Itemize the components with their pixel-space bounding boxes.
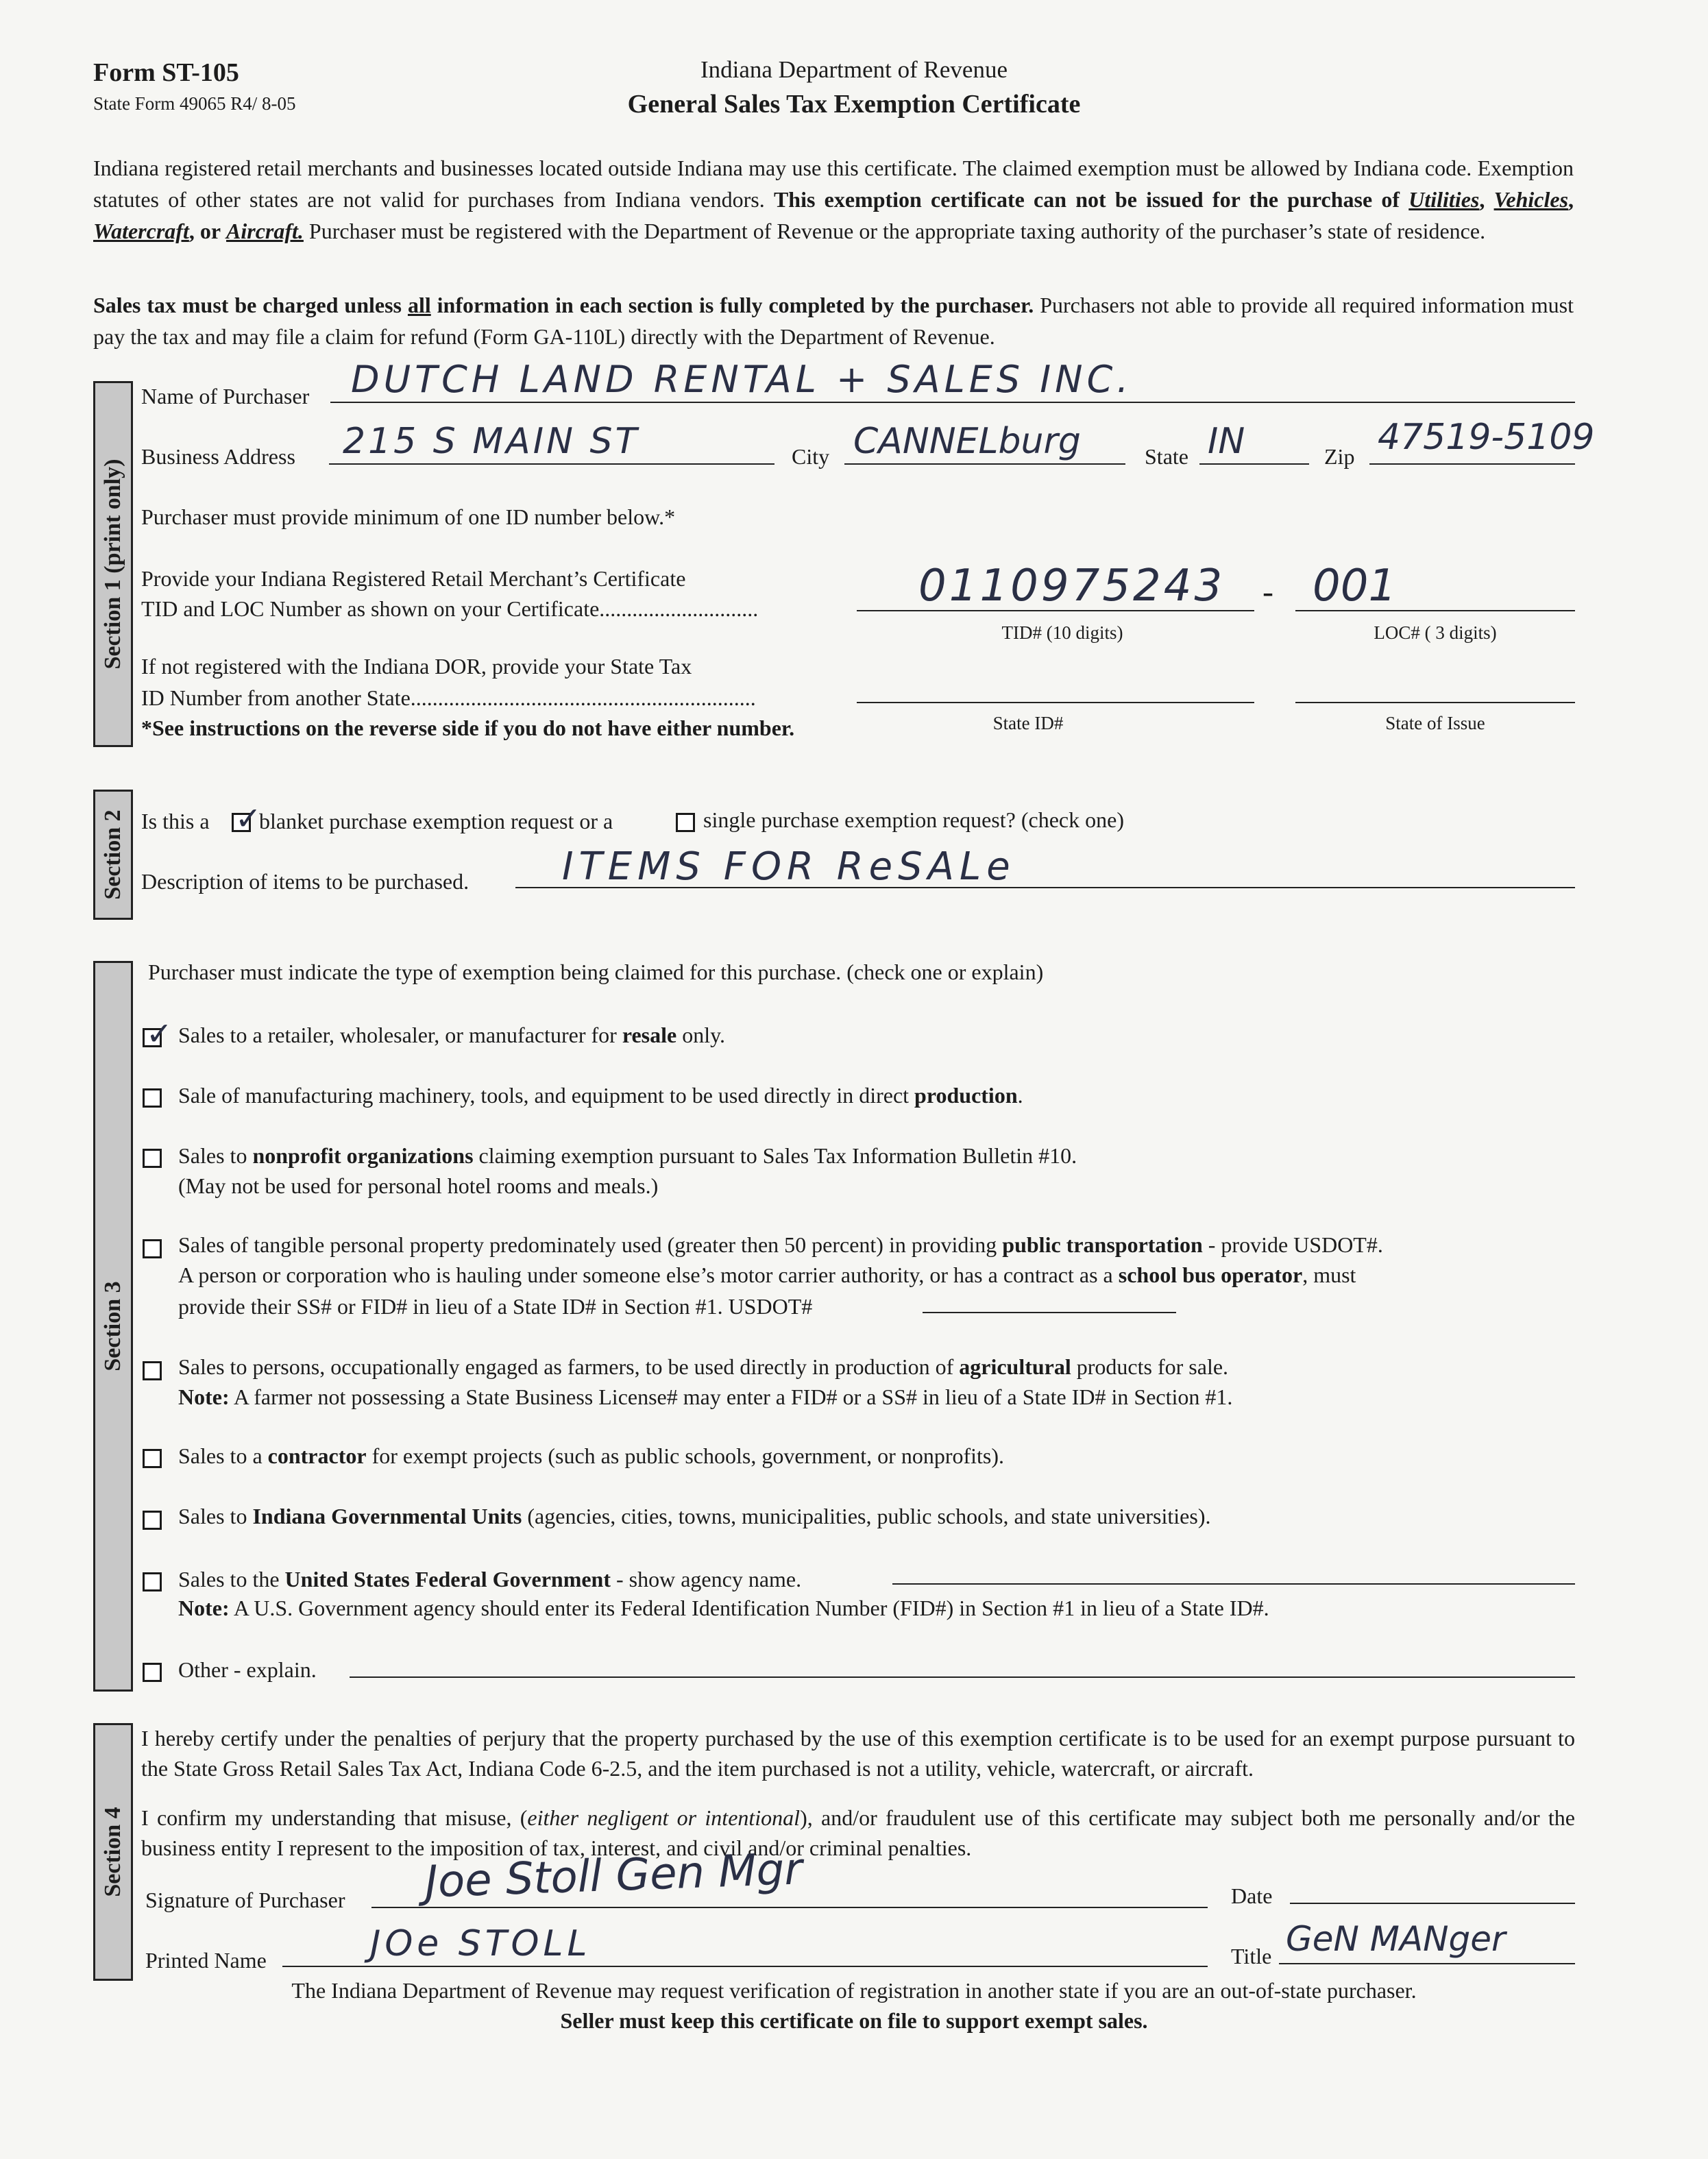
purchaser-name-value[interactable]: DUTCH LAND RENTAL + SALES INC. (351, 358, 1133, 401)
minimum-id-note: Purchaser must provide minimum of one ID number below.* (141, 504, 676, 529)
blanket-checkbox[interactable] (232, 813, 251, 832)
governmental-label: Sales to Indiana Governmental Units (agencies, cities, towns, municipalities, public schools, and state universities). (178, 1504, 1211, 1528)
single-checkbox[interactable] (676, 813, 695, 832)
purchaser-signature[interactable]: Joe Stoll Gen Mgr (424, 1844, 803, 1908)
contractor-checkbox[interactable] (143, 1449, 162, 1468)
state-value[interactable]: IN (1208, 421, 1245, 462)
purchaser-name-label: Name of Purchaser (141, 384, 310, 408)
date-label: Date (1231, 1883, 1273, 1908)
department-name: Indiana Department of Revenue (700, 56, 1008, 83)
description-value[interactable]: ITEMS FOR ReSALe (562, 844, 1016, 889)
exemption-type-intro: Purchaser must indicate the type of exemption being claimed for this purchase. (check one or explain) (148, 960, 1044, 984)
contractor-label: Sales to a contractor for exempt projects (such as public schools, government, or nonprofits). (178, 1443, 1005, 1468)
federal-label: Sales to the United States Federal Government - show agency name. (178, 1567, 802, 1591)
certificate-title: General Sales Tax Exemption Certificate (627, 90, 1081, 119)
state-id-caption: State ID# (992, 713, 1064, 733)
blanket-label: blanket purchase exemption request or a (259, 809, 613, 833)
tid-loc-dash: - (1262, 574, 1273, 610)
form-number: Form ST-105 (93, 58, 239, 87)
business-address-label: Business Address (141, 444, 295, 469)
federal-note: Note: A U.S. Government agency should enter its Federal Identification Number (FID#) in Section #1 in lieu of a State ID#. (178, 1596, 1269, 1620)
transportation-label: Sales of tangible personal property predominately used (greater then 50 percent) in providing public transportation - provide USDOT#. (178, 1232, 1383, 1257)
federal-checkbox[interactable] (143, 1572, 162, 1591)
section-2-label: Section 2 (93, 790, 133, 920)
title-value[interactable]: GeN MANger (1286, 1919, 1506, 1959)
verification-note: The Indiana Department of Revenue may request verification of registration in another state if you are an out-of-state purchaser. (291, 1978, 1417, 2003)
tid-instruction-2: TID and LOC Number as shown on your Certificate............................. (141, 596, 759, 621)
zip-label: Zip (1324, 444, 1355, 469)
state-label: State (1145, 444, 1188, 469)
city-value[interactable]: CANNELburg (853, 421, 1081, 462)
agricultural-note: Note: A farmer not possessing a State Business License# may enter a FID# or a SS# in lieu of a State ID# in Section #1. (178, 1385, 1233, 1409)
nonprofit-note: (May not be used for personal hotel rooms and meals.) (178, 1173, 659, 1198)
other-explain-field[interactable] (350, 1676, 1575, 1678)
single-label: single purchase exemption request? (check one) (703, 807, 1124, 832)
production-label: Sale of manufacturing machinery, tools, and equipment to be used directly in direct production. (178, 1083, 1023, 1108)
tid-value[interactable]: 0110975243 (918, 561, 1225, 611)
transportation-checkbox[interactable] (143, 1239, 162, 1258)
other-checkbox[interactable] (143, 1663, 162, 1682)
section-4-label: Section 4 (93, 1723, 133, 1981)
state-of-issue-caption: State of Issue (1385, 713, 1485, 733)
city-label: City (792, 444, 830, 469)
production-checkbox[interactable] (143, 1088, 162, 1108)
governmental-checkbox[interactable] (143, 1511, 162, 1530)
section-3-label: Section 3 (93, 961, 133, 1692)
resale-checkbox[interactable] (143, 1028, 162, 1047)
tid-instruction-1: Provide your Indiana Registered Retail Merchant’s Certificate (141, 566, 686, 591)
intro-paragraph-2: Sales tax must be charged unless all information in each section is fully completed by the purchaser. Purchasers not able to provide all required information must pay the tax and may file a claim for refund (Form GA-110L) directly with the Department of Revenue. (93, 293, 1574, 349)
signature-label: Signature of Purchaser (145, 1888, 345, 1912)
zip-value[interactable]: 47519-5109 (1378, 417, 1595, 458)
certification-statement: I hereby certify under the penalties of perjury that the property purchased by the use of this exemption certificate is to be used for an exempt purpose pursuant to the State Gross Retail Sales Tax Act, Indiana Code 6-2.5, and the item purchased is not a utility, vehicle, watercraft, or aircraft. (141, 1726, 1575, 1781)
loc-value[interactable]: 001 (1313, 561, 1397, 611)
misuse-statement: I confirm my understanding that misuse, (either negligent or intentional), and/or fraudulent use of this certificate may subject both me personally and/or the business entity I represent to the imposition of tax, interest, and civil and/or criminal penalties. (141, 1805, 1576, 1860)
usdot-field[interactable] (923, 1312, 1176, 1313)
other-label: Other - explain. (178, 1657, 317, 1682)
title-label: Title (1231, 1944, 1272, 1968)
intro-paragraph-1: Indiana registered retail merchants and businesses located outside Indiana may use this certificate. The claimed exemption must be allowed by Indiana code. Exemption statutes of other states are not valid for purchases from Indiana vendors. This exemption certificate can not be issued for the purchase of Utilities, Vehicles, Watercraft, or Aircraft. Purchaser must be registered with the Department of Revenue or the appropriate taxing authority of the purchaser’s state of residence. (93, 156, 1574, 243)
see-instructions-note: *See instructions on the reverse side if you do not have either number. (141, 716, 795, 740)
transportation-note: A person or corporation who is hauling under someone else’s motor carrier authority, or has a contract as a school bus operator, must (178, 1263, 1356, 1287)
printed-name-label: Printed Name (145, 1948, 267, 1973)
printed-name-value[interactable]: JOe STOLL (370, 1923, 591, 1964)
nonprofit-label: Sales to nonprofit organizations claiming exemption pursuant to Sales Tax Information Bulletin #10. (178, 1143, 1077, 1168)
nonprofit-checkbox[interactable] (143, 1149, 162, 1168)
description-label: Description of items to be purchased. (141, 869, 469, 894)
state-form-number: State Form 49065 R4/ 8-05 (93, 93, 296, 114)
agricultural-checkbox[interactable] (143, 1361, 162, 1380)
section-1-label: Section 1 (print only) (93, 381, 133, 747)
not-registered-2: ID Number from another State............................................................... (141, 685, 756, 710)
usdot-label: provide their SS# or FID# in lieu of a State ID# in Section #1. USDOT# (178, 1294, 813, 1319)
tid-caption: TID# (10 digits) (1001, 622, 1123, 643)
agricultural-label: Sales to persons, occupationally engaged as farmers, to be used directly in production of agricultural products for sale. (178, 1354, 1229, 1379)
not-registered-1: If not registered with the Indiana DOR, provide your State Tax (141, 654, 692, 679)
seller-keep-note: Seller must keep this certificate on file to support exempt sales. (560, 2008, 1148, 2033)
date-field[interactable] (1290, 1903, 1575, 1904)
agency-name-field[interactable] (892, 1583, 1575, 1585)
purchase-type-question: Is this a (141, 809, 210, 833)
resale-label: Sales to a retailer, wholesaler, or manufacturer for resale only. (178, 1023, 725, 1047)
loc-caption: LOC# ( 3 digits) (1374, 622, 1497, 643)
business-address-value[interactable]: 215 S MAIN ST (343, 421, 640, 462)
